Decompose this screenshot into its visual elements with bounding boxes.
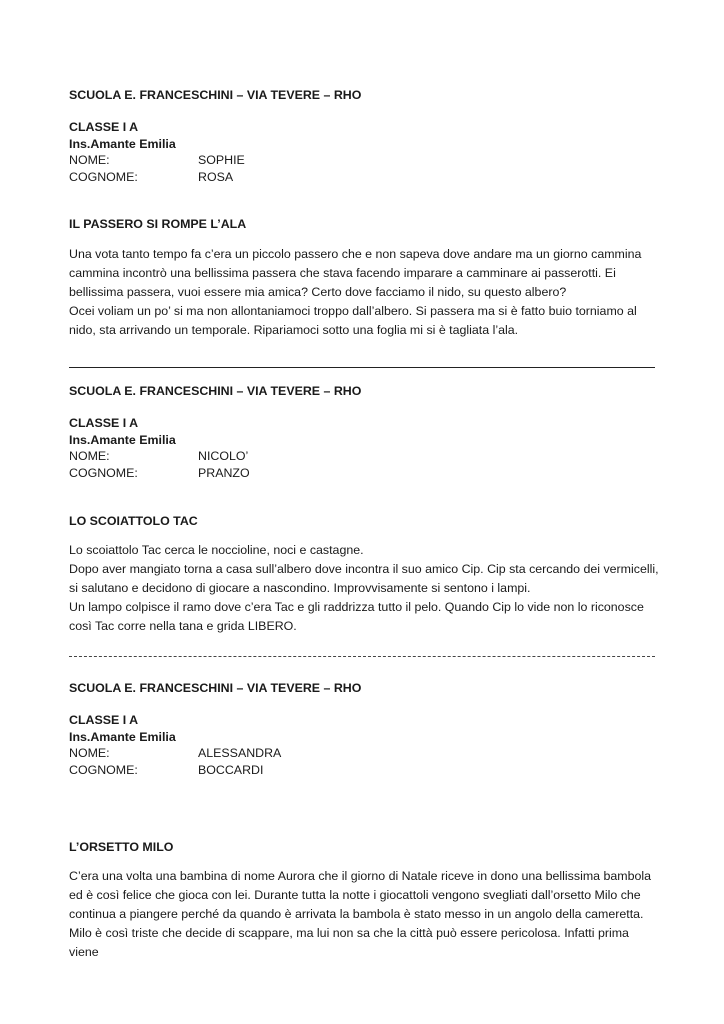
- school-header: SCUOLA E. FRANCESCHINI – VIA TEVERE – RHO: [69, 88, 362, 102]
- teacher-label: Ins.Amante Emilia: [69, 729, 176, 744]
- story-text: [69, 541, 659, 636]
- name-value: ALESSANDRA: [198, 746, 282, 760]
- name-value: NICOLO’: [198, 449, 249, 463]
- name-row: [69, 745, 659, 762]
- surname-row: [69, 169, 659, 186]
- teacher-label: Ins.Amante Emilia: [69, 432, 176, 447]
- name-label: NOME:: [69, 449, 110, 463]
- name-value: SOPHIE: [198, 153, 245, 167]
- story-text: [69, 867, 659, 962]
- story-paragraph: Lo scoiattolo Tac cerca le noccioline, noci e castagne. Dopo aver mangiato torna a casa sull’albero dove incontra il suo amico Cip. Cip sta cercando dei vermicelli, si salutano e decidono di giocare a nascondino. Improvvisamente si sentono i lampi. Un lampo colpisce il ramo dove c’era Tac e gli raddrizza tutto il pelo. Quando Cip lo vide non lo riconosce così Tac corre nella tana e grida LIBERO.: [69, 543, 659, 633]
- name-row: [69, 152, 659, 169]
- class-label: CLASSE I A: [69, 416, 139, 430]
- surname-label: COGNOME:: [69, 465, 138, 480]
- story-paragraph: Una vota tanto tempo fa c’era un piccolo passero che e non sapeva dove andare ma un giorno cammina cammina incontrò una bellissima passera che stava facendo imparare a camminare ai passerotti. Ei bellissima passera, vuoi essere mia amica? Certo dove facciamo il nido, su questo albero? Ocei voliam un po’ si ma non allontaniamoci troppo dall’albero. Si passera ma si è fatto buio torniamo al nido, sta arrivando un temporale. Ripariamoci sotto una foglia mi si è tagliata l’ala.: [69, 247, 642, 337]
- student-info: [69, 415, 659, 481]
- school-header: SCUOLA E. FRANCESCHINI – VIA TEVERE – RHO: [69, 384, 362, 398]
- name-label: NOME:: [69, 746, 110, 760]
- surname-row: [69, 465, 659, 482]
- name-label: NOME:: [69, 153, 110, 167]
- section-divider: [69, 367, 655, 368]
- teacher-label: Ins.Amante Emilia: [69, 136, 176, 151]
- name-row: [69, 448, 659, 465]
- story-paragraph: C’era una volta una bambina di nome Aurora che il giorno di Natale riceve in dono una bellissima bambola ed è così felice che gioca con lei. Durante tutta la notte i giocattoli vengono svegliati dall’orsetto Milo che continua a piangere perché da quando è arrivata la bambola è stato messo in un angolo della cameretta. Milo è così triste che decide di scappare, ma lui non sa che la città può essere pericolosa. Infatti prima viene: [69, 869, 652, 959]
- surname-row: [69, 762, 659, 779]
- story-title: LO SCOIATTOLO TAC: [69, 514, 198, 528]
- surname-value: BOCCARDI: [198, 762, 264, 777]
- surname-value: PRANZO: [198, 465, 250, 480]
- surname-value: ROSA: [198, 169, 234, 184]
- story-title: IL PASSERO SI ROMPE L’ALA: [69, 217, 247, 231]
- surname-label: COGNOME:: [69, 169, 138, 184]
- class-label: CLASSE I A: [69, 120, 139, 134]
- class-label: CLASSE I A: [69, 713, 139, 727]
- story-title: L’ORSETTO MILO: [69, 840, 174, 854]
- student-info: [69, 119, 659, 185]
- section-divider: [69, 656, 655, 657]
- surname-label: COGNOME:: [69, 762, 138, 777]
- student-info: [69, 712, 659, 778]
- story-text: [69, 245, 659, 340]
- school-header: SCUOLA E. FRANCESCHINI – VIA TEVERE – RHO: [69, 681, 362, 695]
